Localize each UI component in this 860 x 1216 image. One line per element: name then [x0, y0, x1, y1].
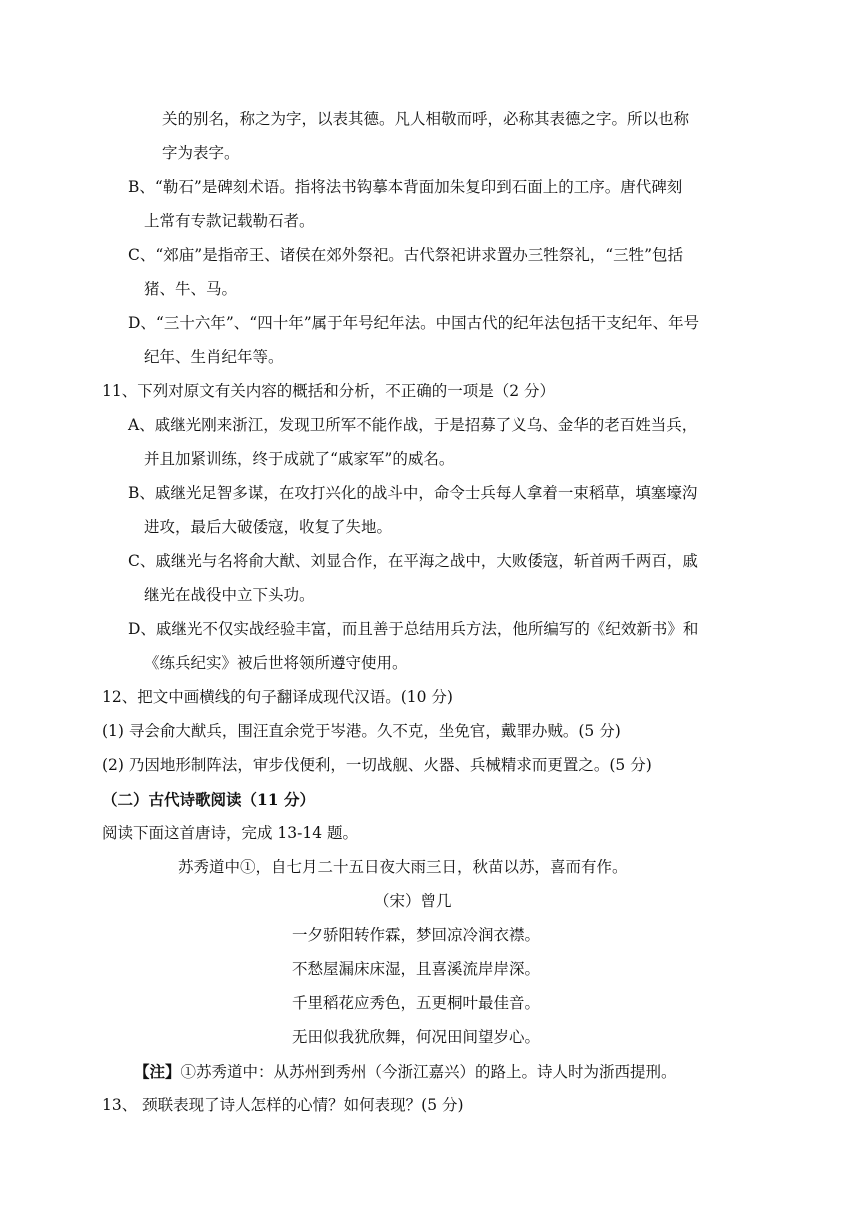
poem-title: 苏秀道中①，自七月二十五日夜大雨三日，秋苗以苏，喜而有作。	[178, 858, 628, 876]
q10-option-c-line-1: C、“郊庙”是指帝王、诸侯在郊外祭祀。古代祭祀讲求置办三牲祭礼，“三牲”包括	[128, 246, 684, 264]
q10-option-d-line-2: 纪年、生肖纪年等。	[144, 348, 284, 366]
question-11-stem: 11、下列对原文有关内容的概括和分析，不正确的一项是（2 分）	[102, 382, 556, 400]
q10-option-b-line-1: B、“勒石”是碑刻术语。指将法书钩摹本背面加朱复印到石面上的工序。唐代碑刻	[128, 178, 683, 196]
poem-line-1: 一夕骄阳转作霖，梦回凉冷润衣襟。	[292, 926, 541, 944]
question-13-stem: 13、 颈联表现了诗人怎样的心情？如何表现？(5 分)	[102, 1096, 464, 1114]
q11-option-a-line-2: 并且加紧训练，终于成就了“戚家军”的威名。	[144, 450, 455, 468]
poem-note	[134, 1064, 677, 1081]
q12-item-2: (2) 乃因地形制阵法，审步伐便利，一切战舰、火器、兵械精求而更置之。(5 分)	[102, 756, 652, 774]
option-a-continued-line-1: 关的别名，称之为字，以表其德。凡人相敬而呼，必称其表德之字。所以也称	[162, 110, 690, 128]
note-text: ①苏秀道中：从苏州到秀州（今浙江嘉兴）的路上。诗人时为浙西提刑。	[180, 1063, 677, 1081]
q11-option-d-line-2: 《练兵纪实》被后世将领所遵守使用。	[144, 654, 408, 672]
note-label: 【注】	[134, 1062, 181, 1081]
q11-option-b-line-1: B、戚继光足智多谋，在攻打兴化的战斗中，命令士兵每人拿着一束稻草，填塞壕沟	[128, 484, 698, 502]
q10-option-d-line-1: D、“三十六年”、“四十年”属于年号纪年法。中国古代的纪年法包括干支纪年、年号	[128, 314, 700, 332]
q11-option-c-line-2: 继光在战役中立下头功。	[144, 586, 315, 604]
q11-option-d-line-1: D、戚继光不仅实战经验丰富，而且善于总结用兵方法，他所编写的《纪效新书》和	[128, 620, 699, 638]
q10-option-b-line-2: 上常有专款记载勒石者。	[144, 212, 315, 230]
q12-item-1: (1) 寻会俞大猷兵，围汪直余党于岑港。久不克，坐免官，戴罪办贼。(5 分)	[102, 722, 621, 740]
poem-line-4: 无田似我犹欣舞，何况田间望岁心。	[292, 1028, 541, 1046]
question-12-stem: 12、把文中画横线的句子翻译成现代汉语。(10 分)	[102, 688, 453, 706]
q11-option-b-line-2: 进攻，最后大破倭寇，收复了失地。	[144, 518, 393, 536]
q11-option-c-line-1: C、戚继光与名将俞大猷、刘显合作，在平海之战中，大败倭寇，斩首两千两百，戚	[128, 552, 698, 570]
poem-line-3: 千里稻花应秀色，五更桐叶最佳音。	[292, 994, 541, 1012]
q11-option-a-line-1: A、戚继光刚来浙江，发现卫所军不能作战，于是招募了义乌、金华的老百姓当兵，	[128, 416, 698, 434]
option-a-continued-line-2: 字为表字。	[162, 144, 240, 162]
poem-line-2: 不愁屋漏床床湿，且喜溪流岸岸深。	[292, 960, 541, 978]
q10-option-c-line-2: 猪、牛、马。	[144, 280, 238, 298]
poem-author: （宋）曾几	[374, 892, 452, 910]
reading-instruction: 阅读下面这首唐诗，完成 13-14 题。	[102, 824, 359, 842]
section-heading-poetry: （二）古代诗歌阅读（11 分）	[102, 790, 315, 809]
